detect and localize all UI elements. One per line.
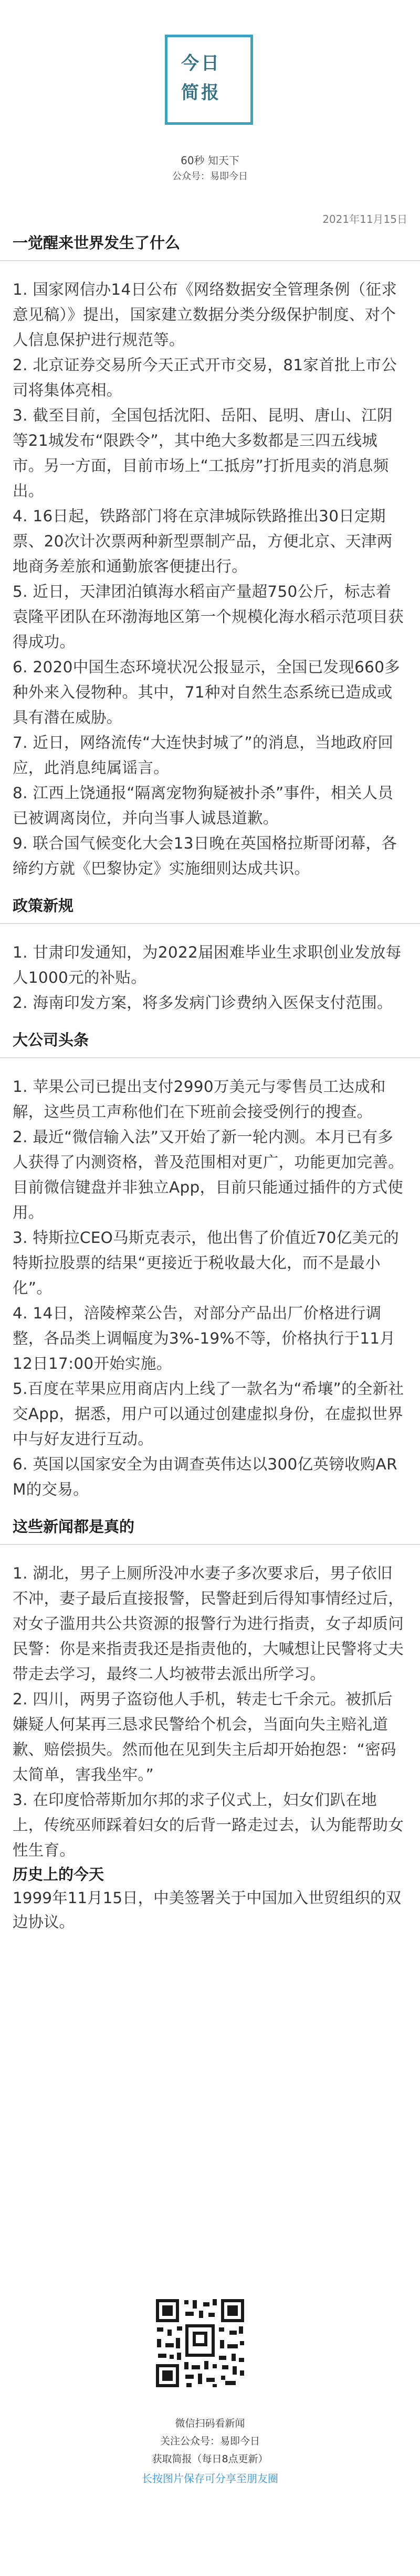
section-title: 大公司头条 <box>13 1031 89 1049</box>
section-true-stories <box>0 1515 420 1863</box>
news-item: 2. 最近“微信输入法”又开始了新一轮内测。本月已有多人获得了内测资格，普及范围相对更广，功能更加完善。目前微信键盘并非独立App，目前只能通过插件的方式使用。 <box>13 1128 404 1221</box>
news-item: 1. 湖北，男子上厕所没冲水妻子多次要求后，男子依旧不冲，妻子最后直接报警，民警赶到后得知事情经过后，对女子滥用共公共资源的报警行为进行指责，女子却质问民警：你是来指责我还是指责他的，大喊想让民警将丈夫带走去学习，最终二人均被带去派出所学习。 <box>13 1564 404 1683</box>
history-title: 历史上的今天 <box>13 1865 104 1883</box>
section-companies <box>0 1028 420 1502</box>
qr-caption-follow: 关注公众号：易即今日 <box>160 2435 260 2447</box>
section-title: 一觉醒来世界发生了什么 <box>13 234 181 252</box>
news-item: 3. 截至目前，全国包括沈阳、岳阳、昆明、唐山、江阴等21城发布“限跌令”，其中绝大多数都是三四五线城市。另一方面，目前市场上“工抵房”打折甩卖的消息频出。 <box>13 406 393 500</box>
news-item: 6. 2020中国生态环境状况公报显示，全国已发现660多种外来入侵物种。其中，71种对自然生态系统已造成或具有潜在威胁。 <box>13 658 401 726</box>
brand-subtitle: 60秒 知天下 <box>181 154 239 167</box>
section-world-news <box>0 231 420 881</box>
news-item: 4. 16日起，铁路部门将在京津城际铁路推出30日定期票、20次计次票两种新型票制产品，方便北京、天津两地商务差旅和通勤旅客便捷出行。 <box>13 507 393 575</box>
news-item: 3. 特斯拉CEO马斯克表示，他出售了价值近70亿美元的特斯拉股票的结果“更接近于税收最大化，而不是最小化”。 <box>13 1229 399 1297</box>
news-item: 9. 联合国气候变化大会13日晚在英国格拉斯哥闭幕，各缔约方就《巴黎协定》实施细则达成共识。 <box>13 834 397 877</box>
section-history <box>0 1863 420 1934</box>
news-item: 1. 苹果公司已提出支付2990万美元与零售员工达成和解，这些员工声称他们在下班前会接受例行的搜查。 <box>13 1078 386 1121</box>
news-item: 4. 14日，涪陵榨菜公告，对部分产品出厂价格进行调整，各品类上调幅度为3%-19%不等，价格执行于11月12日17:00开始实施。 <box>13 1304 396 1372</box>
logo-text-line1: 今日 <box>181 53 221 74</box>
section-title: 这些新闻都是真的 <box>13 1518 135 1536</box>
header <box>0 0 420 209</box>
news-item: 1. 甘肃印发通知，为2022届困难毕业生求职创业发放每人1000元的补贴。 <box>13 943 402 986</box>
qr-caption-scan: 微信扫码看新闻 <box>175 2418 245 2429</box>
brand-account: 公众号：易即今日 <box>172 171 248 182</box>
section-policy <box>0 894 420 1015</box>
news-item: 1. 国家网信办14日公布《网络数据安全管理条例（征求意见稿）》提出，国家建立数据分类分级保护制度、对个人信息保护进行规范等。 <box>13 281 397 349</box>
qr-code-icon <box>154 2297 246 2389</box>
news-item: 7. 近日，网络流传“大连快封城了”的消息，当地政府回应，此消息纯属谣言。 <box>13 734 394 777</box>
news-content <box>0 231 420 1934</box>
qr-code <box>154 2297 246 2389</box>
share-tip-link[interactable]: 长按图片保存可分享至朋友圈 <box>142 2472 278 2485</box>
news-item: 2. 海南印发方案，将多发病门诊费纳入医保支付范围。 <box>13 994 393 1012</box>
brand-logo <box>165 35 253 125</box>
news-item: 5.百度在苹果应用商店内上线了一款名为“希壤”的全新社交App，据悉，用户可以通过创建虚拟身份，在虚拟世界中与好友进行互动。 <box>13 1380 404 1448</box>
news-item: 3. 在印度恰蒂斯加尔邦的求子仪式上，妇女们趴在地上，传统巫师踩着妇女的后背一路走过去，认为能帮助女性生育。 <box>13 1791 404 1859</box>
section-title: 政策新规 <box>13 897 74 915</box>
news-item: 2. 北京证券交易所今天正式开市交易，81家首批上市公司将集体亮相。 <box>13 356 397 399</box>
logo-text-line2: 简报 <box>181 82 221 103</box>
news-item: 6. 英国以国家安全为由调查英伟达以300亿英镑收购ARM的交易。 <box>13 1455 397 1498</box>
issue-date: 2021年11月15日 <box>322 213 407 226</box>
news-item: 2. 四川，两男子盗窃他人手机，转走七千余元。被抓后嫌疑人何某再三恳求民警给个机会，当面向失主赔礼道歉、赔偿损失。然而他在见到失主后却开始抱怨：“密码太简单，害我坐牢。” <box>13 1690 396 1784</box>
qr-caption-update: 获取简报（每日8点更新） <box>152 2453 268 2465</box>
news-item: 8. 江西上饶通报“隔离宠物狗疑被扑杀”事件，相关人员已被调离岗位，并向当事人诚恳道歉。 <box>13 784 394 827</box>
history-text: 1999年11月15日，中美签署关于中国加入世贸组织的双边协议。 <box>13 1889 402 1931</box>
news-item: 5. 近日，天津团泊镇海水稻亩产量超750公斤，标志着袁隆平团队在环渤海地区第一个规模化海水稻示范项目获得成功。 <box>13 583 404 651</box>
